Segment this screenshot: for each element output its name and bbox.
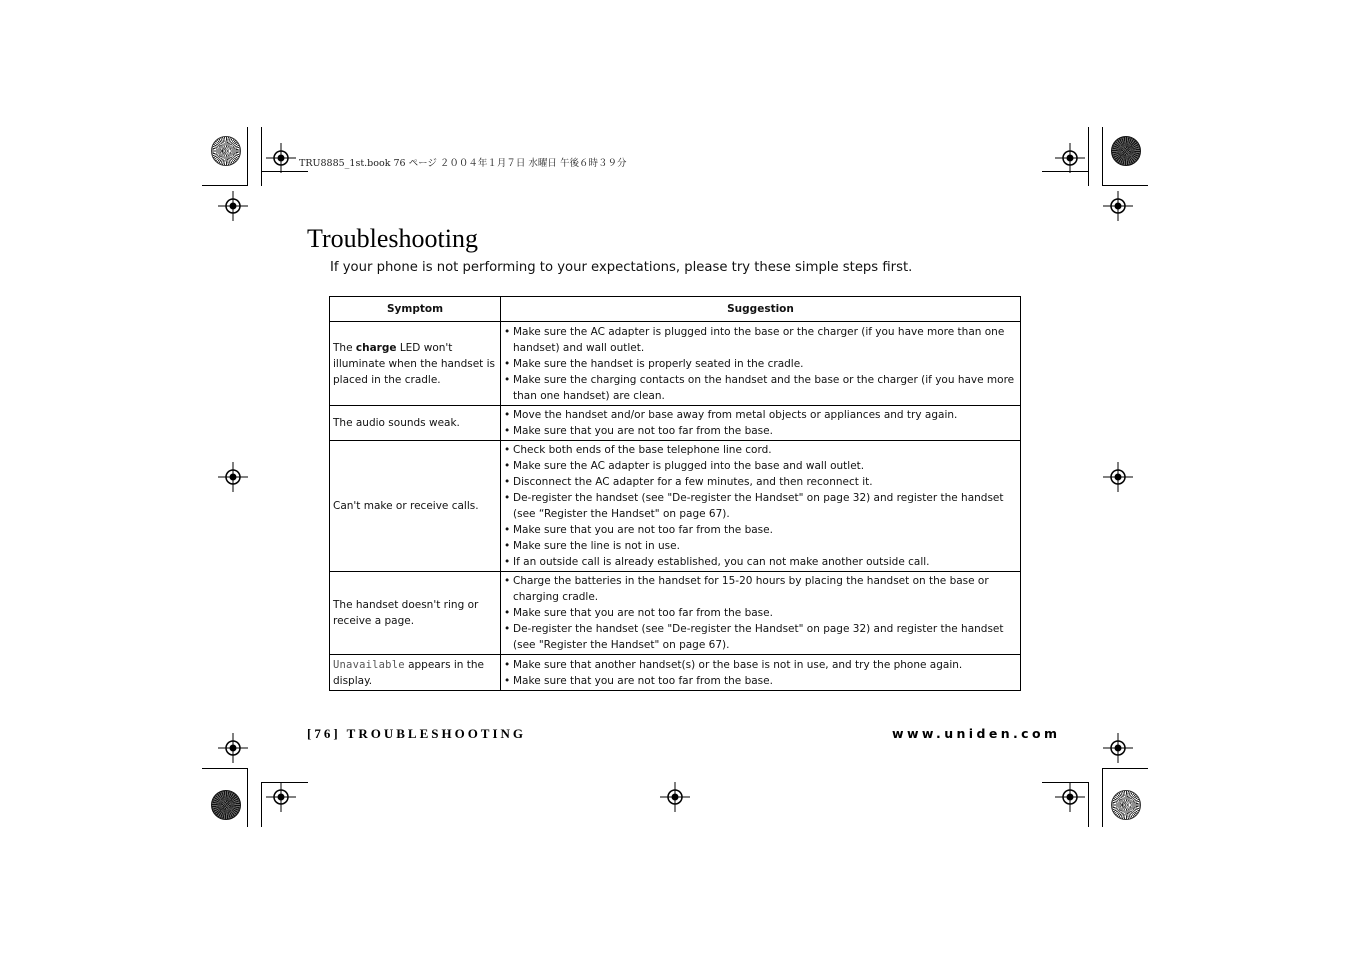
footer-url: www.uniden.com xyxy=(892,726,1061,741)
registration-target-icon xyxy=(1103,191,1133,221)
registration-target-icon xyxy=(218,191,248,221)
registration-target-icon xyxy=(1055,143,1085,173)
suggestion-cell xyxy=(501,572,1021,655)
suggestion-list xyxy=(504,657,1016,689)
symptom-cell: The audio sounds weak. xyxy=(330,406,501,441)
registration-target-icon xyxy=(266,782,296,812)
intro-text: If your phone is not performing to your expectations, please try these simple steps first. xyxy=(330,260,913,275)
suggestion-cell xyxy=(501,441,1021,572)
table-row xyxy=(330,655,1021,691)
registration-target-icon xyxy=(218,733,248,763)
suggestion-list xyxy=(504,324,1016,404)
suggestion-item: • Make sure the line is not in use. xyxy=(504,538,1016,554)
registration-target-icon xyxy=(1103,462,1133,492)
table-row xyxy=(330,406,1021,441)
suggestion-item: • Make sure the AC adapter is plugged into the base or the charger (if you have more than one handset) and wall outlet. xyxy=(504,324,1016,356)
suggestion-item: • Make sure that you are not too far from the base. xyxy=(504,423,1016,439)
suggestion-cell xyxy=(501,406,1021,441)
suggestion-item: • Make sure that you are not too far from the base. xyxy=(504,605,1016,621)
charge-led-label: charge xyxy=(355,341,397,354)
suggestion-header: Suggestion xyxy=(501,297,1021,322)
calibration-dial-icon xyxy=(211,136,241,166)
suggestion-list xyxy=(504,442,1016,570)
registration-target-icon xyxy=(218,462,248,492)
suggestion-list xyxy=(504,407,1016,439)
suggestion-cell xyxy=(501,322,1021,406)
registration-target-icon xyxy=(266,143,296,173)
suggestion-cell xyxy=(501,655,1021,691)
suggestion-item: • Make sure the charging contacts on the handset and the base or the charger (if you have more than one handset) are clean. xyxy=(504,372,1016,404)
table-row xyxy=(330,322,1021,406)
registration-target-icon xyxy=(1055,782,1085,812)
suggestion-item: • Make sure that another handset(s) or the base is not in use, and try the phone again. xyxy=(504,657,1016,673)
calibration-dial-icon xyxy=(1111,136,1141,166)
registration-target-icon xyxy=(1103,733,1133,763)
suggestion-list xyxy=(504,573,1016,653)
suggestion-item: • Move the handset and/or base away from metal objects or appliances and try again. xyxy=(504,407,1016,423)
display-message-text: Unavailable xyxy=(333,658,405,671)
suggestion-item: • Charge the batteries in the handset for 15-20 hours by placing the handset on the base or charging cradle. xyxy=(504,573,1016,605)
table-row xyxy=(330,572,1021,655)
table-row xyxy=(330,441,1021,572)
symptom-cell: Can't make or receive calls. xyxy=(330,441,501,572)
suggestion-item: • De-register the handset (see "De-register the Handset" on page 32) and register the handset (see "Register the Handset" on page 67). xyxy=(504,621,1016,653)
suggestion-item: • If an outside call is already established, you can not make another outside call. xyxy=(504,554,1016,570)
suggestion-item: • Make sure the AC adapter is plugged into the base and wall outlet. xyxy=(504,458,1016,474)
print-slug-line: TRU8885_1st.book 76 ページ ２００４年１月７日 水曜日 午後６時３９分 xyxy=(299,158,627,169)
suggestion-item: • Make sure that you are not too far from the base. xyxy=(504,673,1016,689)
symptom-cell: Unavailable appears in the display. xyxy=(330,655,501,691)
troubleshooting-table xyxy=(329,296,1021,691)
suggestion-item: • Make sure that you are not too far from the base. xyxy=(504,522,1016,538)
suggestion-item: • Make sure the handset is properly seated in the cradle. xyxy=(504,356,1016,372)
calibration-dial-icon xyxy=(1111,790,1141,820)
calibration-dial-icon xyxy=(211,790,241,820)
page-title: Troubleshooting xyxy=(307,224,478,253)
registration-target-icon xyxy=(660,782,690,812)
suggestion-item: • Check both ends of the base telephone line cord. xyxy=(504,442,1016,458)
symptom-cell: The charge LED won't illuminate when the handset is placed in the cradle. xyxy=(330,322,501,406)
suggestion-item: • De-register the handset (see "De-register the Handset" on page 32) and register the handset (see “Register the Handset" on page 67). xyxy=(504,490,1016,522)
footer-page-label: [76] TROUBLESHOOTING xyxy=(307,726,527,741)
symptom-header: Symptom xyxy=(330,297,501,322)
symptom-cell: The handset doesn't ring or receive a page. xyxy=(330,572,501,655)
suggestion-item: • Disconnect the AC adapter for a few minutes, and then reconnect it. xyxy=(504,474,1016,490)
table-header-row xyxy=(330,297,1021,322)
